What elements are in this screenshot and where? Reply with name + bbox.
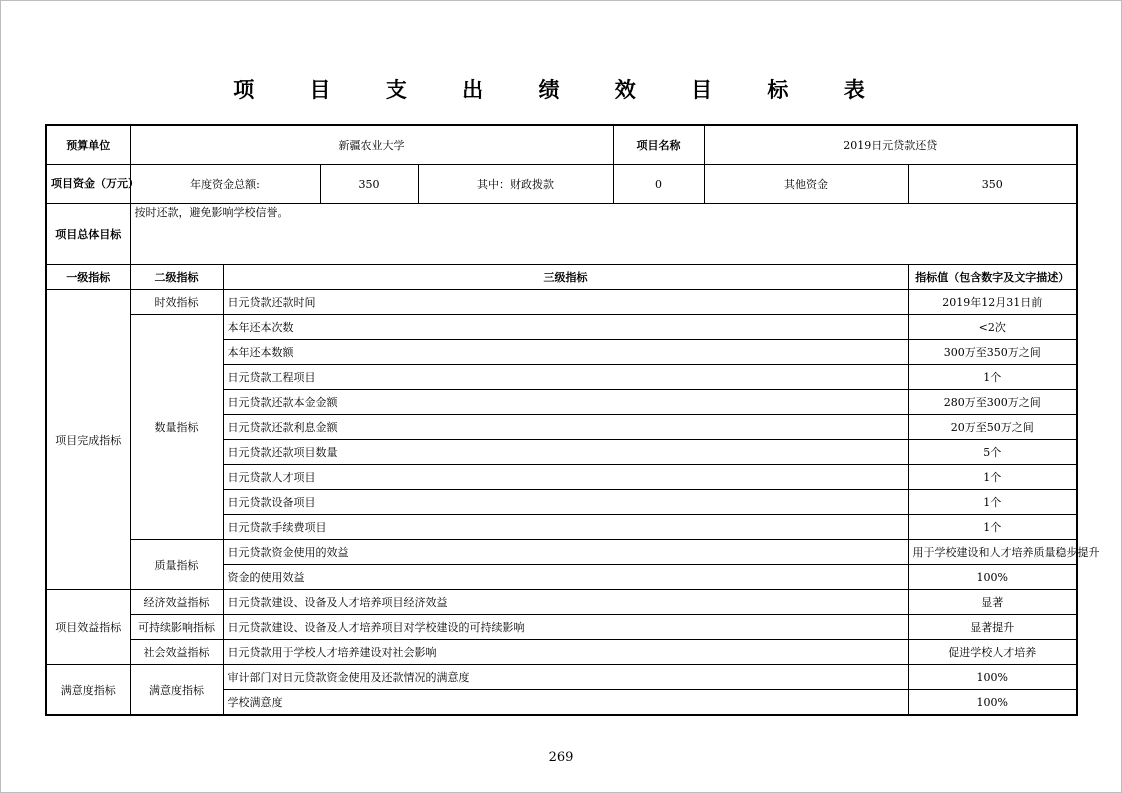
indicator-cell: 日元贷款工程项目 — [223, 365, 908, 390]
subgroup-satisfaction: 满意度指标 — [130, 665, 223, 716]
value-cell: 显著 — [908, 590, 1077, 615]
value-cell: 20万至50万之间 — [908, 415, 1077, 440]
table-row — [46, 315, 1077, 340]
col-value: 指标值（包含数字及文字描述） — [908, 265, 1077, 290]
indicator-cell: 日元贷款手续费项目 — [223, 515, 908, 540]
table-row — [46, 615, 1077, 640]
subgroup-timeliness: 时效指标 — [130, 290, 223, 315]
value-cell: 1个 — [908, 490, 1077, 515]
indicator-cell: 日元贷款还款项目数量 — [223, 440, 908, 465]
subgroup-sustainable: 可持续影响指标 — [130, 615, 223, 640]
funds-fiscal-value: 0 — [613, 165, 704, 204]
value-cell: 2019年12月31日前 — [908, 290, 1077, 315]
value-cell: <2次 — [908, 315, 1077, 340]
funds-fiscal-label: 其中：财政拨款 — [418, 165, 613, 204]
budget-unit-value: 新疆农业大学 — [130, 125, 613, 165]
group-benefit: 项目效益指标 — [46, 590, 130, 665]
value-cell: 5个 — [908, 440, 1077, 465]
indicator-cell: 本年还本数额 — [223, 340, 908, 365]
value-cell: 1个 — [908, 515, 1077, 540]
page-number: 269 — [548, 750, 574, 765]
value-cell: 280万至300万之间 — [908, 390, 1077, 415]
column-header-row — [46, 265, 1077, 290]
value-cell: 1个 — [908, 465, 1077, 490]
value-cell: 100% — [908, 665, 1077, 690]
indicator-cell: 日元贷款还款利息金额 — [223, 415, 908, 440]
subgroup-quality: 质量指标 — [130, 540, 223, 590]
subgroup-social: 社会效益指标 — [130, 640, 223, 665]
indicator-cell: 本年还本次数 — [223, 315, 908, 340]
value-cell: 100% — [908, 690, 1077, 716]
table-row — [46, 640, 1077, 665]
value-cell: 用于学校建设和人才培养质量稳步提升 — [908, 540, 1077, 565]
table-row — [46, 590, 1077, 615]
project-name-label: 项目名称 — [613, 125, 704, 165]
project-name-value: 2019日元贷款还贷 — [704, 125, 1077, 165]
funds-other-label: 其他资金 — [704, 165, 908, 204]
indicator-cell: 审计部门对日元贷款资金使用及还款情况的满意度 — [223, 665, 908, 690]
goal-text: 按时还款，避免影响学校信誉。 — [130, 204, 1077, 265]
col-level2: 二级指标 — [130, 265, 223, 290]
goal-row — [46, 204, 1077, 265]
goal-label: 项目总体目标 — [46, 204, 130, 265]
indicator-cell: 日元贷款用于学校人才培养建设对社会影响 — [223, 640, 908, 665]
funds-total-value: 350 — [320, 165, 418, 204]
value-cell: 1个 — [908, 365, 1077, 390]
page-title: 项 目 支 出 绩 效 目 标 表 — [233, 77, 889, 102]
value-cell: 300万至350万之间 — [908, 340, 1077, 365]
subgroup-quantity: 数量指标 — [130, 315, 223, 540]
col-level1: 一级指标 — [46, 265, 130, 290]
funds-row — [46, 165, 1077, 204]
value-cell: 100% — [908, 565, 1077, 590]
indicator-cell: 日元贷款设备项目 — [223, 490, 908, 515]
indicator-cell: 日元贷款建设、设备及人才培养项目对学校建设的可持续影响 — [223, 615, 908, 640]
group-satisfaction: 满意度指标 — [46, 665, 130, 716]
table-row — [46, 540, 1077, 565]
indicator-cell: 日元贷款还款时间 — [223, 290, 908, 315]
indicator-cell: 资金的使用效益 — [223, 565, 908, 590]
table-row — [46, 665, 1077, 690]
funds-total-label: 年度资金总额: — [130, 165, 320, 204]
funds-label: 项目资金（万元） — [46, 165, 130, 204]
indicator-cell: 日元贷款建设、设备及人才培养项目经济效益 — [223, 590, 908, 615]
table-row — [46, 290, 1077, 315]
performance-target-table — [45, 124, 1100, 716]
group-completion: 项目完成指标 — [46, 290, 130, 590]
funds-other-value: 350 — [908, 165, 1077, 204]
col-level3: 三级指标 — [223, 265, 908, 290]
value-cell: 显著提升 — [908, 615, 1077, 640]
indicator-cell: 学校满意度 — [223, 690, 908, 716]
indicator-cell: 日元贷款人才项目 — [223, 465, 908, 490]
budget-unit-label: 预算单位 — [46, 125, 130, 165]
indicator-cell: 日元贷款资金使用的效益 — [223, 540, 908, 565]
subgroup-economic: 经济效益指标 — [130, 590, 223, 615]
value-cell: 促进学校人才培养 — [908, 640, 1077, 665]
indicator-cell: 日元贷款还款本金金额 — [223, 390, 908, 415]
header-row — [46, 125, 1077, 165]
